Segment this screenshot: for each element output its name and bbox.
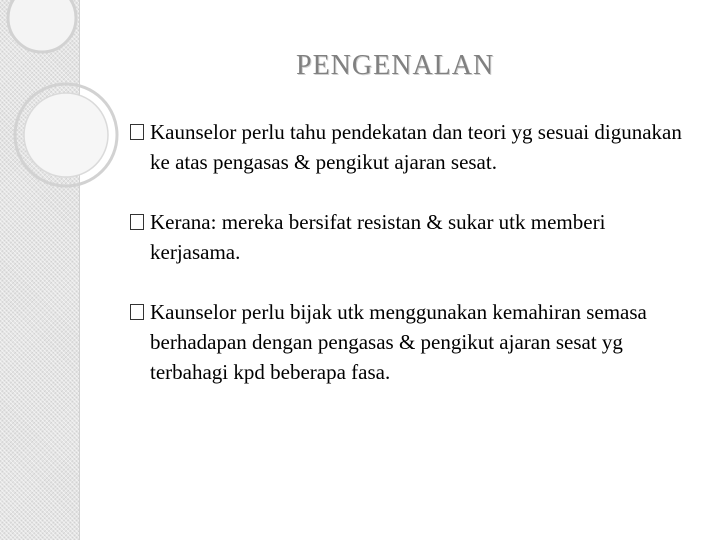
bullet-item — [128, 207, 698, 267]
bullet-text: Kaunselor perlu tahu pendekatan dan teori yg sesuai digunakan ke atas pengasas & pengikut ajaran sesat. — [150, 120, 682, 174]
decorative-circle-bottom-inner — [24, 93, 108, 177]
bullet-item — [128, 297, 698, 387]
square-bullet-icon — [130, 304, 144, 320]
decorative-circle-top — [8, 0, 76, 52]
bullet-text: Kerana: mereka bersifat resistan & sukar utk memberi kerjasama. — [150, 210, 606, 264]
bullet-item — [128, 117, 698, 177]
bullet-text: Kaunselor perlu bijak utk menggunakan kemahiran semasa berhadapan dengan pengasas & pengikut ajaran sesat yg terbahagi kpd beberapa fasa. — [150, 300, 647, 384]
decorative-circles — [0, 0, 140, 230]
slide-title: PENGENALAN — [296, 50, 495, 81]
bullet-list — [128, 117, 698, 387]
square-bullet-icon — [130, 124, 144, 140]
square-bullet-icon — [130, 214, 144, 230]
